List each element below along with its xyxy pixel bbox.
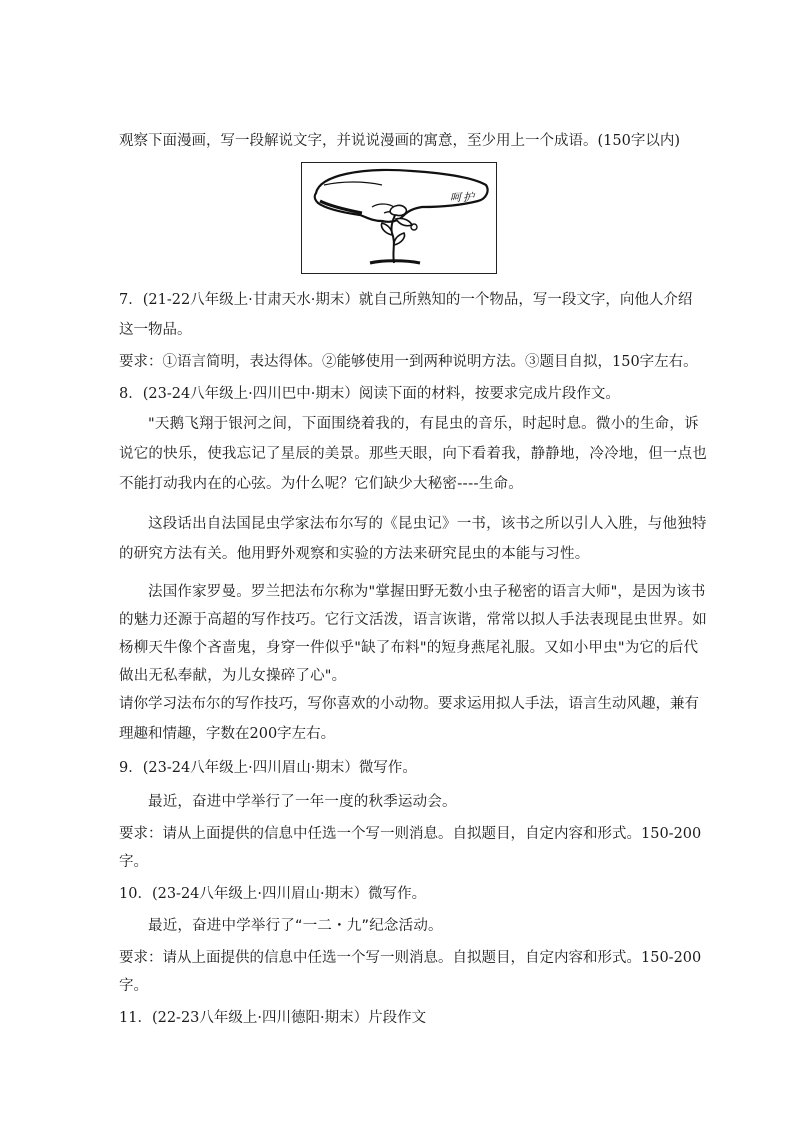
q8-requirement-line2: 理趣和情趣，字数在200字左右。: [119, 726, 336, 742]
q10-requirement-line1: 要求：请从上面提供的信息中任选一个写一则消息。自拟题目，自定内容和形式。150-200: [119, 950, 702, 966]
q7-requirement: 要求：①语言简明，表达得体。②能够使用一到两种说明方法。③题目自拟，150字左右。: [119, 354, 698, 370]
q8-requirement-line1: 请你学习法布尔的写作技巧，写你喜欢的小动物。要求运用拟人手法，语言生动风趣，兼有: [119, 696, 699, 712]
hand-protecting-plant-icon: [302, 163, 498, 275]
q8-para2-line1: 这段话出自法国昆虫学家法布尔写的《昆虫记》一书，该书之所以引人入胜，与他独特: [148, 516, 707, 532]
cartoon-caption: 呵护: [450, 191, 476, 204]
intro-prompt: 观察下面漫画，写一段解说文字，并说说漫画的寓意，至少用上一个成语。(150字以内): [119, 133, 680, 149]
q8-title: 8．(23-24八年级上·四川巴中·期末）阅读下面的材料，按要求完成片段作文。: [119, 386, 620, 402]
q9-title: 9．(23-24八年级上·四川眉山·期末）微写作。: [119, 760, 417, 776]
q8-para2-line2: 的研究方法有关。他用野外观察和实验的方法来研究昆虫的本能与习性。: [119, 546, 590, 562]
q8-para1-line2: 说它的快乐，使我忘记了星辰的美景。那些天眼，向下看着我，静静地，冷冷地，但一点也: [119, 446, 707, 462]
q7-title: 7．(21-22八年级上·甘肃天水·期末）就自己所熟知的一个物品，写一段文字，向他人介绍: [119, 292, 693, 308]
q9-requirement-line2: 字。: [119, 854, 148, 870]
q8-para3-line3: 杨柳天牛像个吝啬鬼，身穿一件似乎"缺了布料"的短身燕尾礼服。又如小甲虫"为它的后代: [119, 640, 699, 656]
cartoon-illustration: [301, 162, 497, 274]
q10-title: 10．(23-24八年级上·四川眉山·期末）微写作。: [119, 886, 427, 902]
q8-para1-line1: "天鹅飞翔于银河之间，下面围绕着我的，有昆虫的音乐，时起时息。微小的生命，诉: [148, 416, 699, 432]
q8-para3-line4: 做出无私奉献，为儿女操碎了心"。: [119, 668, 347, 684]
q10-material: 最近，奋进中学举行了“一二・九”纪念活动。: [148, 918, 443, 934]
q7-title-cont: 这一物品。: [119, 322, 192, 338]
q8-para3-line1: 法国作家罗曼。罗兰把法布尔称为"掌握田野无数小虫子秘密的语言大师"，是因为该书: [148, 584, 706, 600]
q10-requirement-line2: 字。: [119, 978, 148, 994]
q8-para3-line2: 的魅力还源于高超的写作技巧。它行文活泼，语言诙谐，常常以拟人手法表现昆虫世界。如: [119, 612, 707, 628]
q11-title: 11．(22-23八年级上·四川德阳·期末）片段作文: [119, 1010, 427, 1026]
q8-para1-line3: 不能打动我内在的心弦。为什么呢？它们缺少大秘密----生命。: [119, 476, 523, 492]
q9-material: 最近，奋进中学举行了一年一度的秋季运动会。: [148, 794, 457, 810]
q9-requirement-line1: 要求：请从上面提供的信息中任选一个写一则消息。自拟题目，自定内容和形式。150-200: [119, 826, 702, 842]
